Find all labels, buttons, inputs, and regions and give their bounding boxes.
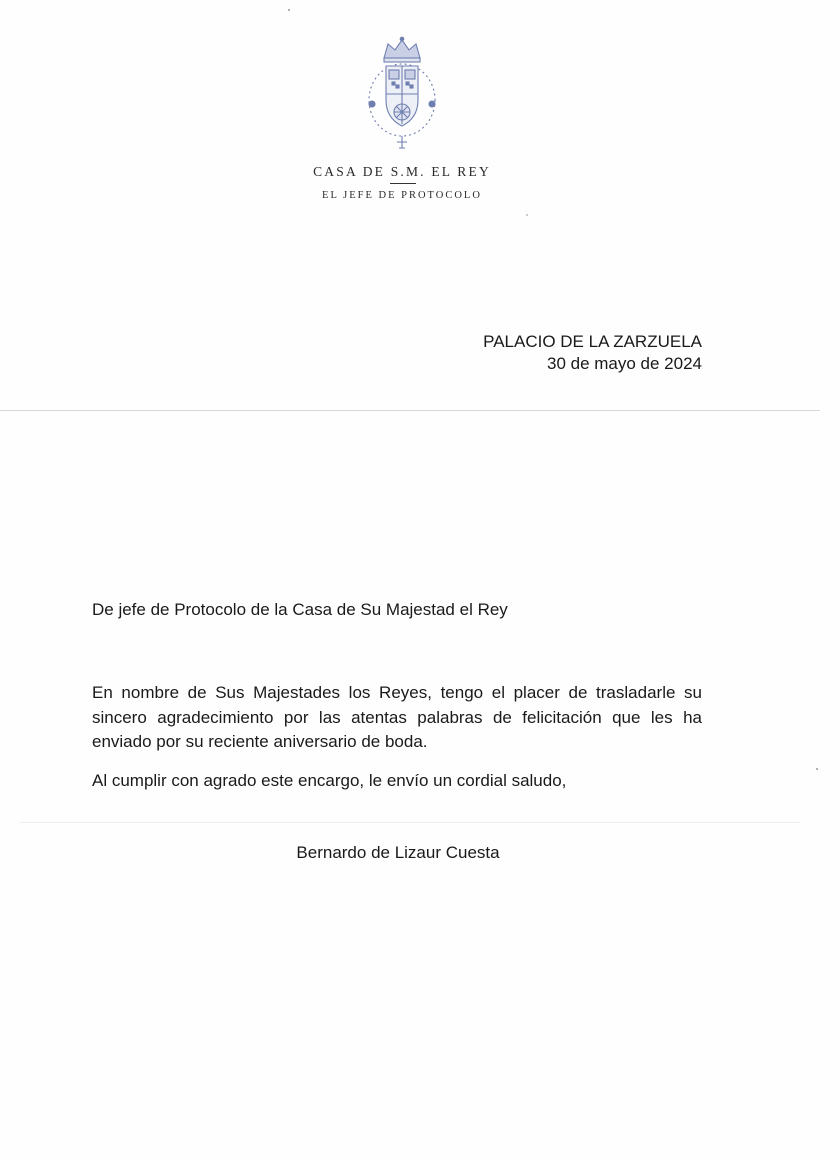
signature-name: Bernardo de Lizaur Cuesta — [296, 843, 500, 862]
letter-salutation: De jefe de Protocolo de la Casa de Su Majestad el Rey — [92, 600, 508, 619]
department-name: EL JEFE DE PROTOCOLO — [322, 190, 482, 201]
scan-fold-line — [0, 410, 820, 411]
royal-coat-of-arms-icon — [362, 36, 442, 154]
place-line: PALACIO DE LA ZARZUELA — [483, 332, 702, 351]
date-line: 30 de mayo de 2024 — [546, 354, 702, 373]
place-date-block — [483, 331, 702, 375]
letter-closing: Al cumplir con agrado este encargo, le envío un cordial saludo, — [92, 771, 567, 790]
scan-speck — [526, 214, 528, 216]
letterhead-divider — [390, 183, 416, 184]
letter-body: En nombre de Sus Majestades los Reyes, tengo el placer de trasladarle su sincero agradecimiento por las atentas palabras de felicitación que les ha enviado por su reciente aniversario de boda. — [92, 683, 702, 751]
scan-speck — [816, 768, 818, 770]
organization-name: CASA DE S.M. EL REY — [313, 164, 491, 179]
scan-speck — [288, 9, 290, 11]
scan-fold-line — [20, 822, 800, 823]
